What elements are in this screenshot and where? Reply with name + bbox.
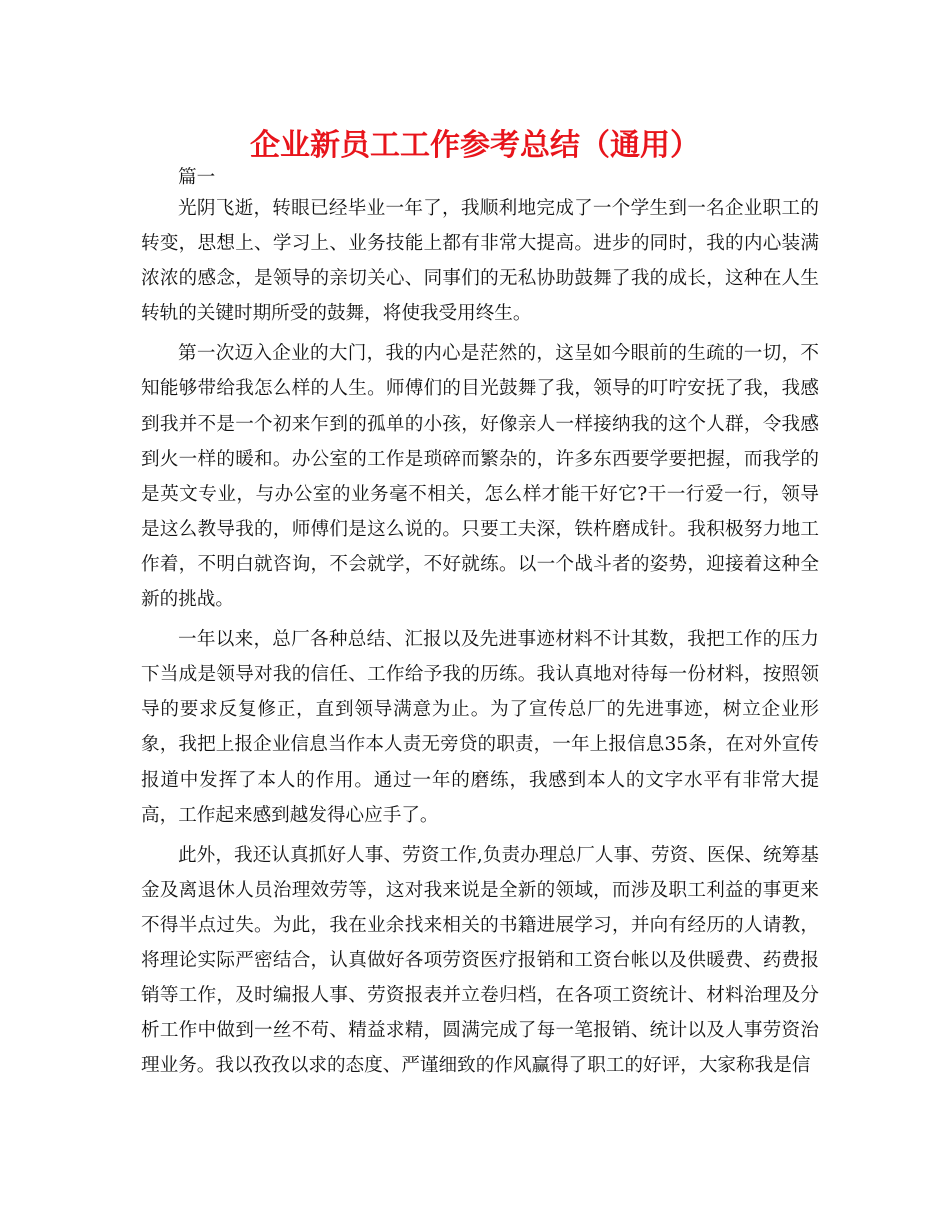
document-body xyxy=(141,165,819,1088)
paragraph: 一年以来，总厂各种总结、汇报以及先进事迹材料不计其数，我把工作的压力下当成是领导对我的信任、工作给予我的历练。我认真地对待每一份材料，按照领导的要求反复修正，直到领导满意为止。为了宣传总厂的先进事迹，树立企业形象，我把上报企业信息当作本人责无旁贷的职责，一年上报信息35条，在对外宣传报道中发挥了本人的作用。通过一年的磨练，我感到本人的文字水平有非常大提高，工作起来感到越发得心应手了。 xyxy=(141,629,819,826)
paragraph: 第一次迈入企业的大门，我的内心是茫然的，这呈如今眼前的生疏的一切，不知能够带给我怎么样的人生。师傅们的目光鼓舞了我，领导的叮咛安抚了我，我感到我并不是一个初来乍到的孤单的小孩，好像亲人一样接纳我的这个人群，令我感到火一样的暖和。办公室的工作是琐碎而繁杂的，许多东西要学要把握，而我学的是英文专业，与办公室的业务毫不相关，怎么样才能干好它?干一行爱一行，领导是这么教导我的，师傅们是这么说的。只要工夫深，铁杵磨成针。我积极努力地工作着，不明白就咨询，不会就学，不好就练。以一个战斗者的姿势，迎接着这种全新的挑战。 xyxy=(141,343,819,611)
paragraph: 此外，我还认真抓好人事、劳资工作,负责办理总厂人事、劳资、医保、统筹基金及离退休人员治理效劳等，这对我来说是全新的领域，而涉及职工利益的事更来不得半点过失。为此，我在业余找来相关的书籍进展学习，并向有经历的人请教，将理论实际严密结合，认真做好各项劳资医疗报销和工资台帐以及供暖费、药费报销等工作，及时编报人事、劳资报表并立卷归档，在各项工资统计、材料治理及分析工作中做到一丝不苟、精益求精，圆满完成了每一笔报销、统计以及人事劳资治理业务。我以孜孜以求的态度、严谨细致的作风赢得了职工的好评，大家称我是信 xyxy=(141,844,819,1077)
paragraph: 光阴飞逝，转眼已经毕业一年了，我顺利地完成了一个学生到一名企业职工的转变，思想上、学习上、业务技能上都有非常大提高。进步的同时，我的内心装满浓浓的感念，是领导的亲切关心、同事们的无私协助鼓舞了我的成长，这种在人生转轨的关键时期所受的鼓舞，将使我受用终生。 xyxy=(141,198,819,325)
document-title: 企业新员工工作参考总结（通用） xyxy=(250,128,700,163)
section-label: 篇一 xyxy=(178,167,216,188)
